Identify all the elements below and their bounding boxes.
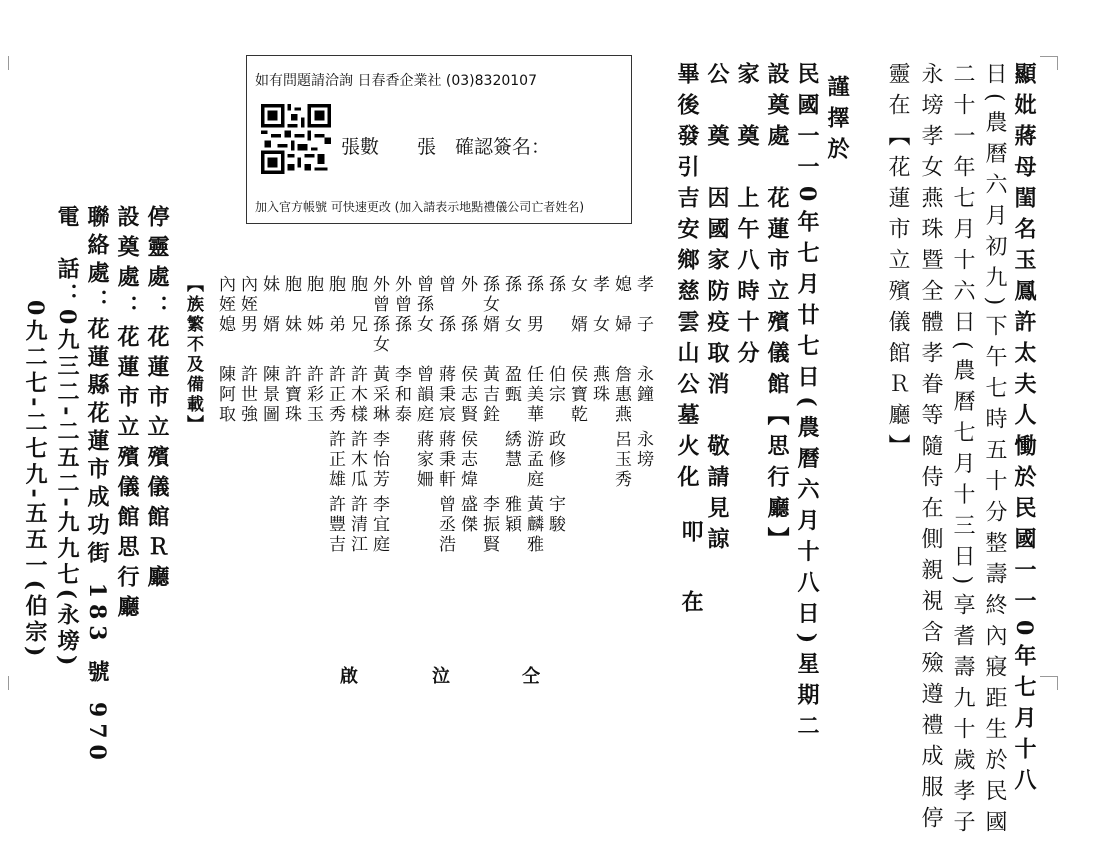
- relative-name: 燕珠: [589, 365, 609, 405]
- relative-name: 蔣秉宸: [435, 365, 455, 425]
- relative-name: 李宜庭: [369, 495, 389, 555]
- relative-name: 侯志煒: [457, 430, 477, 490]
- crop-mark: [8, 56, 9, 70]
- relative-name: 陳景圖: [259, 365, 279, 425]
- crop-mark: [1040, 56, 1058, 57]
- contact-address: 聯絡處：花蓮縣花蓮市成功街 183 號 970: [84, 205, 110, 766]
- relative-name: 李振賢: [479, 495, 499, 555]
- obituary-family-rite: 家 奠 上午八時十分: [734, 62, 760, 372]
- relation-label: 胞 弟: [325, 275, 345, 335]
- obituary-public-rite: 公 奠 因國家防疫取消 敬請見諒: [704, 62, 730, 558]
- relation-label: 胞 妹: [281, 275, 301, 335]
- relation-label: 孝 女: [589, 275, 609, 335]
- relative-name: 陳阿取: [215, 365, 235, 425]
- obituary-line-2: 日(農曆六月初九)下午七時五十分整壽終內寢距生於民國: [982, 62, 1007, 841]
- relative-name: 綉慧: [501, 430, 521, 470]
- crop-mark: [8, 676, 9, 690]
- obituary-zai: 在: [678, 590, 704, 621]
- relative-name: 李怡芳: [369, 430, 389, 490]
- obituary-kou: 叩: [678, 520, 704, 551]
- relative-name: 蔣家姍: [413, 430, 433, 490]
- relation-label: 胞 兄: [347, 275, 367, 335]
- obituary-schedule-intro: 謹擇於: [824, 75, 850, 168]
- relative-name: 侯志賢: [457, 365, 477, 425]
- signature-qi2: 啟: [340, 666, 358, 687]
- relative-name: 許正秀: [325, 365, 345, 425]
- relative-name: 盛傑: [457, 495, 477, 535]
- relative-name: 伯宗: [545, 365, 565, 405]
- signature-qi: 泣: [432, 666, 450, 687]
- contact-venue: 設奠處：花蓮市立殯儀館思行廳: [114, 205, 140, 625]
- relation-label: 媳 婦: [611, 275, 631, 335]
- relation-label: 妹 婿: [259, 275, 279, 335]
- relation-label: 內姪媳: [215, 275, 235, 335]
- relative-name: 許寶珠: [281, 365, 301, 425]
- obituary-line-5: 靈在【花蓮市立殯儀館Ｒ廳】: [885, 62, 910, 465]
- count-signature-field: 張數 張 確認簽名：: [341, 136, 551, 158]
- relation-label: 孫 女: [501, 275, 521, 335]
- obituary-line-3: 二十一年七月十六日(農曆七月十三日)享耆壽九十歲孝子: [950, 62, 975, 841]
- relative-name: 曾韻庭: [413, 365, 433, 425]
- crop-mark: [1040, 676, 1058, 677]
- relative-name: 黃麟雅: [523, 495, 543, 555]
- relative-name: 李和泰: [391, 365, 411, 425]
- relation-label: 內姪男: [237, 275, 257, 335]
- contact-phone: 電 話：0九三二-二五二-九九七(永塝): [54, 205, 80, 670]
- relative-name: 許正雄: [325, 430, 345, 490]
- relative-name: 宇駿: [545, 495, 565, 535]
- relative-name: 許木樣: [347, 365, 367, 425]
- relative-name: 黃吉銓: [479, 365, 499, 425]
- qr-code-icon: [261, 104, 331, 174]
- relative-name: 呂玉秀: [611, 430, 631, 490]
- relative-name: 任美華: [523, 365, 543, 425]
- relative-name: 許木瓜: [347, 430, 367, 490]
- notice-box: [246, 55, 632, 224]
- relation-label: 女 婿: [567, 275, 587, 335]
- relative-name: 永鐘: [633, 365, 653, 405]
- notice-contact: 如有問題請洽詢 日春香企業社 (03)8320107: [255, 73, 537, 89]
- relative-name: 黃采琳: [369, 365, 389, 425]
- obituary-line-4: 永塝孝女燕珠暨全體孝眷等隨侍在側親視含殮遵禮成服停: [918, 62, 943, 837]
- relation-label: 曾 孫: [435, 275, 455, 335]
- relation-label: 外 孫: [457, 275, 477, 335]
- relation-label: 孝 子: [633, 275, 653, 335]
- relative-name: 蔣秉軒: [435, 430, 455, 490]
- relative-name: 許豐吉: [325, 495, 345, 555]
- obituary-burial: 畢後發引吉安鄉慈雲山公墓火化: [674, 62, 700, 496]
- relative-name: 侯寶乾: [567, 365, 587, 425]
- family-note: 【族繁不及備載】: [183, 275, 203, 435]
- crop-mark: [1057, 56, 1058, 70]
- relation-label: 胞 姊: [303, 275, 323, 335]
- relation-label: 孫 男: [523, 275, 543, 335]
- relation-label: 外曾孫女: [369, 275, 389, 355]
- notice-instructions: 加入官方帳號 可快速更改 (加入請表示地點禮儀公司亡者姓名): [255, 200, 584, 214]
- obituary-venue: 設奠處 花蓮市立殯儀館【思行廳】: [764, 62, 790, 558]
- relative-name: 許彩玉: [303, 365, 323, 425]
- crop-mark: [1057, 676, 1058, 690]
- obituary-line-1: 顯妣蔣母閨名玉鳳許太夫人慟於民國一一0年七月十八: [1011, 62, 1037, 800]
- relative-name: 曾丞浩: [435, 495, 455, 555]
- obituary-date: 民國一一0年七月廿七日(農曆六月十八日)星期二: [794, 62, 820, 746]
- relative-name: 雅穎: [501, 495, 521, 535]
- signature-tong: 仝: [522, 666, 540, 687]
- relative-name: 詹惠燕: [611, 365, 631, 425]
- relative-name: 許清江: [347, 495, 367, 555]
- relative-name: 政修: [545, 430, 565, 470]
- relative-name: 游孟庭: [523, 430, 543, 490]
- relation-label: 曾孫女: [413, 275, 433, 335]
- relative-name: 永塝: [633, 430, 653, 470]
- relation-label: 外曾孫: [391, 275, 411, 335]
- relative-name: 許世強: [237, 365, 257, 425]
- contact-phone-2: 0九二七-二七九-五五一(伯宗): [22, 300, 48, 661]
- contact-wake: 停靈處：花蓮市立殯儀館Ｒ廳: [144, 205, 170, 595]
- relation-label: 孫: [545, 275, 565, 295]
- relative-name: 盈甄: [501, 365, 521, 405]
- relation-label: 孫女婿: [479, 275, 499, 335]
